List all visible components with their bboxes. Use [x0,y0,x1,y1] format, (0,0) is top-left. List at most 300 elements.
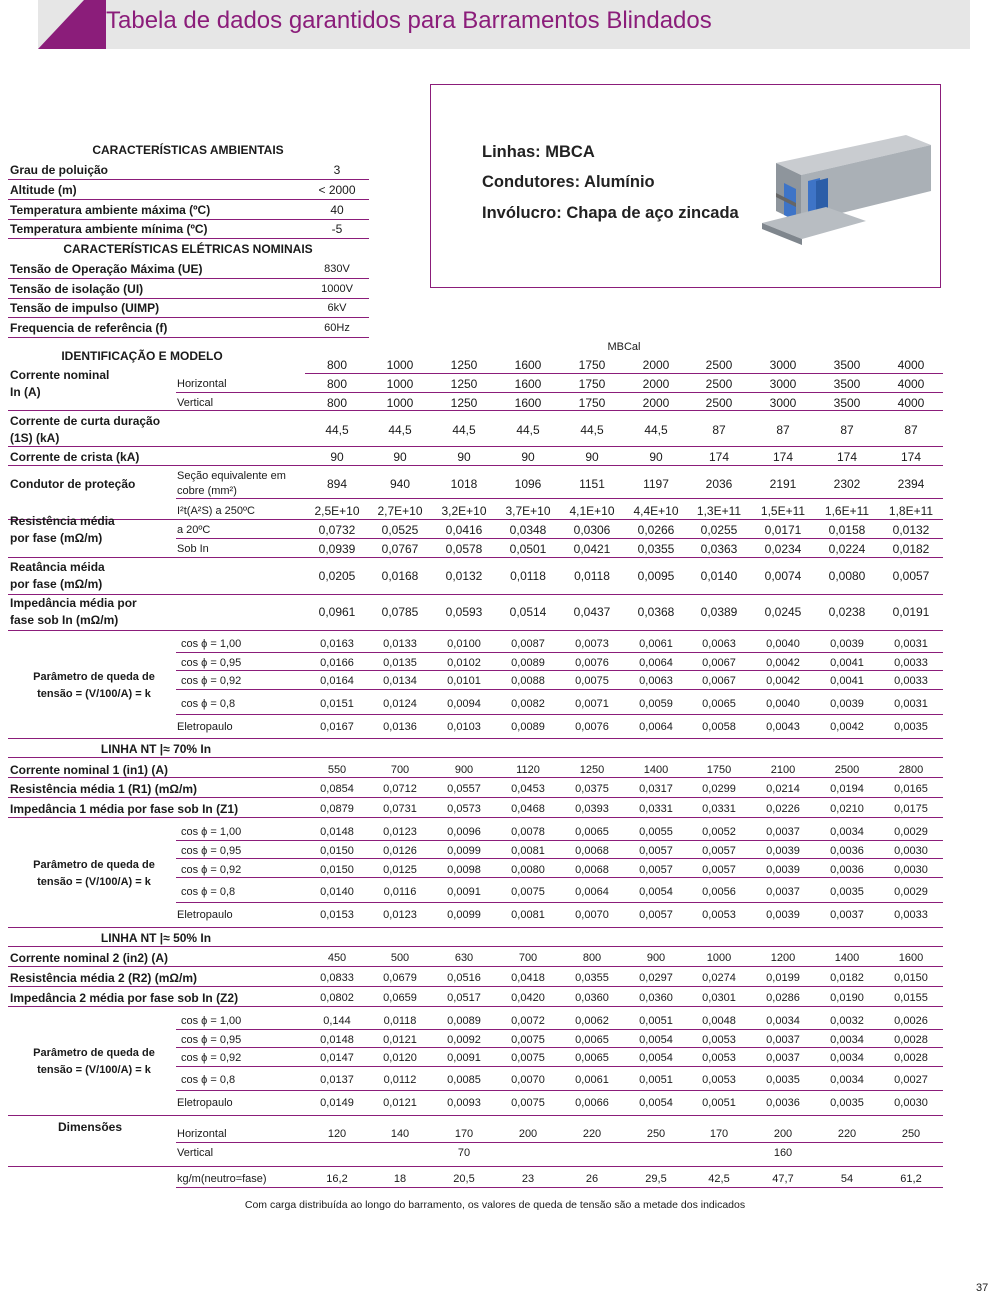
table-cell: 0,0043 [766,721,800,733]
table-cell: 0,0055 [639,826,673,838]
row-label-line2: fase sob In (mΩ/m) [10,613,119,627]
table-cell: 54 [840,1173,854,1185]
table-cell: 0,0093 [447,1097,481,1109]
row-rule [8,465,943,466]
table-cell: 0,0348 [509,523,547,537]
table-cell: 0,0123 [383,826,417,838]
row-rule [8,238,369,239]
row-sublabel: cos ϕ = 0,8 [181,1074,236,1086]
row-sublabel: cos ϕ = 0,95 [181,657,242,669]
table-cell: 0,0058 [702,721,736,733]
table-cell: 0,0057 [639,864,673,876]
table-cell: 0,0067 [702,675,736,687]
row-sublabel: cos ϕ = 0,95 [181,1034,242,1046]
table-cell: 0,0731 [383,803,417,815]
table-cell: 1750 [578,377,606,391]
table-cell: 0,0094 [447,698,481,710]
row-label-line2: In (A) [10,385,41,399]
row-label: Reatância méida [10,560,105,574]
row-label: Resistência média 2 (R2) (mΩ/m) [10,971,198,985]
table-cell: 0,0089 [511,657,545,669]
table-cell: 0,0785 [381,605,419,619]
electrical-row-label: Frequencia de referência (f) [10,321,168,335]
table-cell: 0,0035 [830,886,864,898]
row-sublabel: cos ϕ = 0,95 [181,845,242,857]
table-cell: 0,0051 [639,1015,673,1027]
table-cell: 0,0075 [575,675,609,687]
table-cell: 0,0134 [383,675,417,687]
table-cell: 44,5 [644,423,668,437]
model-column-header: 1750 [578,358,606,372]
row-sublabel: cos ϕ = 0,92 [181,1052,242,1064]
table-cell: 0,0081 [511,909,545,921]
row-sublabel: cos ϕ = 1,00 [181,826,242,838]
table-cell: 0,0065 [575,1034,609,1046]
table-cell: 0,0199 [766,972,800,984]
table-cell: 0,0112 [383,1074,417,1086]
table-cell: 0,0098 [447,864,481,876]
table-cell: 90 [521,450,535,464]
table-cell: 90 [330,450,344,464]
table-cell: 0,0140 [320,886,354,898]
table-cell: 0,0210 [830,803,864,815]
table-cell: 0,0041 [830,657,864,669]
row-rule [8,1006,943,1007]
table-cell: 174 [708,450,730,464]
table-cell: 70 [457,1147,471,1159]
table-cell: 0,0036 [830,845,864,857]
row-rule [8,966,943,967]
electrical-section-title: CARACTERÍSTICAS ELÉTRICAS NOMINAIS [63,242,313,256]
table-cell: 0,0360 [575,992,609,1004]
table-cell: 0,0168 [381,569,419,583]
row-sublabel: Vertical [177,1147,214,1159]
voltage-drop-group-label-line2: tensão = (V/100/A) = k [37,1064,151,1076]
row-sublabel: cos ϕ = 1,00 [181,638,242,650]
table-cell: 0,0037 [766,1034,800,1046]
table-cell: 29,5 [645,1173,667,1185]
table-cell: 2,5E+10 [314,504,360,518]
table-cell: 3,2E+10 [441,504,487,518]
row-label: Impedância 2 média por fase sob In (Z2) [10,991,239,1005]
row-rule [8,594,943,595]
row-rule [176,1047,943,1048]
table-cell: 0,0102 [447,657,481,669]
electrical-row-value: 1000V [321,283,353,295]
ambient-row-label: Temperatura ambiente máxima (ºC) [10,203,211,217]
table-cell: 0,0368 [637,605,675,619]
table-cell: 0,0306 [573,523,611,537]
row-sublabel: cos ϕ = 0,8 [181,886,236,898]
table-cell: 500 [390,952,410,964]
table-cell: 0,0057 [702,845,736,857]
table-cell: 0,0238 [828,605,866,619]
table-cell: 0,0501 [509,542,547,556]
table-cell: 0,0416 [445,523,483,537]
row-rule [8,337,369,338]
table-cell: 44,5 [325,423,349,437]
model-column-header: 3500 [833,358,861,372]
table-cell: 0,0095 [637,569,675,583]
identification-header: IDENTIFICAÇÃO E MODELO [61,349,223,363]
table-cell: 0,0089 [447,1015,481,1027]
model-column-header: 800 [326,358,348,372]
table-cell: 87 [904,423,918,437]
table-cell: 0,0048 [702,1015,736,1027]
table-cell: 0,0042 [766,657,800,669]
busbar-product-image [756,133,936,253]
row-rule [305,373,943,374]
section-nt50-title: LINHA NT |≈ 50% In [100,931,212,945]
ambient-row-value: 3 [333,163,341,177]
table-cell: 1120 [516,764,540,776]
table-cell: 0,0167 [320,721,354,733]
table-cell: 87 [776,423,790,437]
table-cell: 0,0034 [830,826,864,838]
table-cell: 0,0039 [830,638,864,650]
table-cell: 0,0421 [573,542,611,556]
table-cell: 0,0073 [575,638,609,650]
table-cell: 0,0100 [447,638,481,650]
table-cell: 0,0148 [320,826,354,838]
table-cell: 4,4E+10 [633,504,679,518]
table-cell: 3500 [833,377,861,391]
table-cell: 0,0068 [575,864,609,876]
row-rule [8,817,943,818]
table-cell: 0,0042 [766,675,800,687]
table-cell: 0,0072 [511,1015,545,1027]
table-cell: 0,0034 [830,1052,864,1064]
table-cell: 0,0030 [894,864,928,876]
table-cell: 900 [646,952,666,964]
table-cell: 0,0068 [575,845,609,857]
table-cell: 2500 [834,764,860,776]
row-label: Impedância 1 média por fase sob In (Z1) [10,802,239,816]
table-cell: 1000 [386,396,414,410]
table-cell: 0,0070 [575,909,609,921]
table-cell: 0,0039 [830,698,864,710]
table-cell: 0,0150 [320,864,354,876]
table-cell: 200 [518,1128,538,1140]
table-cell: 0,0034 [766,1015,800,1027]
table-cell: 90 [585,450,599,464]
row-rule [8,777,943,778]
table-cell: 0,0081 [511,845,545,857]
table-cell: 1000 [386,377,414,391]
table-cell: 20,5 [453,1173,475,1185]
table-cell: 2100 [770,764,796,776]
row-rule [8,927,943,928]
table-cell: 3500 [833,396,861,410]
product-line-label: Linhas: MBCA [482,143,595,161]
table-cell: 0,0033 [894,675,928,687]
model-column-header: 2000 [642,358,670,372]
table-cell: 220 [837,1128,857,1140]
table-cell: 0,0064 [639,657,673,669]
voltage-drop-group-label: Parâmetro de queda de [33,859,155,871]
table-cell: 0,0151 [320,698,354,710]
table-cell: 0,0123 [383,909,417,921]
table-cell: 0,0082 [511,698,545,710]
row-sublabel: Seção equivalente em [177,470,286,482]
row-sublabel: Eletropaulo [177,721,233,733]
row-sublabel: Sob In [177,543,209,555]
table-cell: 47,7 [772,1173,794,1185]
table-cell: 0,0132 [892,523,930,537]
table-cell: 700 [390,764,410,776]
table-cell: 0,0054 [639,886,673,898]
table-cell: 0,0148 [320,1034,354,1046]
footnote: Com carga distribuída ao longo do barramento, os valores de queda de tensão são a metade dos indicados [244,1199,746,1211]
table-cell: 2,7E+10 [377,504,423,518]
table-cell: 1600 [514,396,542,410]
table-cell: 0,0037 [830,909,864,921]
table-cell: 0,0299 [702,783,736,795]
table-cell: 2000 [642,377,670,391]
table-cell: 1600 [898,952,924,964]
row-rule [8,986,943,987]
table-cell: 0,0030 [894,845,928,857]
row-rule [8,219,369,220]
table-cell: 0,0234 [764,542,802,556]
ambient-row-label: Temperatura ambiente mínima (ºC) [10,222,208,236]
table-cell: 800 [326,377,348,391]
row-rule [176,392,943,393]
table-cell: 0,0065 [575,826,609,838]
table-cell: 0,144 [323,1015,351,1027]
table-cell: 0,0032 [830,1015,864,1027]
table-cell: 0,0070 [511,1074,545,1086]
table-cell: 0,0074 [764,569,802,583]
table-cell: 0,0375 [575,783,609,795]
table-cell: 0,0135 [383,657,417,669]
table-cell: 0,0039 [766,909,800,921]
table-cell: 0,0514 [509,605,547,619]
row-sublabel: cos ϕ = 0,92 [181,864,242,876]
row-rule [176,714,943,715]
table-cell: 44,5 [388,423,412,437]
model-column-header: 1250 [450,358,478,372]
row-rule [8,298,369,299]
table-cell: 0,0190 [830,992,864,1004]
table-cell: 0,0034 [830,1034,864,1046]
table-cell: 0,0053 [702,1074,736,1086]
table-cell: 16,2 [326,1173,348,1185]
table-cell: 0,0035 [830,1097,864,1109]
table-cell: 0,0099 [447,909,481,921]
table-cell: 2800 [898,764,924,776]
page-header [38,0,970,49]
table-cell: 700 [518,952,538,964]
electrical-row-value: 6kV [327,302,347,314]
table-cell: 0,0071 [575,698,609,710]
table-cell: 0,0065 [575,1052,609,1064]
section-nt70-title: LINHA NT |≈ 70% In [100,742,212,756]
electrical-row-label: Tensão de Operação Máxima (UE) [10,262,203,276]
table-cell: 0,0593 [445,605,483,619]
table-cell: 0,0085 [447,1074,481,1086]
model-column-header: 1000 [386,358,414,372]
table-cell: 250 [901,1128,921,1140]
electrical-row-value: 830V [324,263,350,275]
table-cell: 1,8E+11 [888,504,934,518]
table-cell: 0,0205 [318,569,356,583]
table-cell: 2036 [705,477,733,491]
voltage-drop-group-label-line2: tensão = (V/100/A) = k [37,876,151,888]
table-cell: 0,0029 [894,826,928,838]
table-cell: 894 [326,477,348,491]
table-cell: 160 [773,1147,793,1159]
table-cell: 0,0065 [702,698,736,710]
table-cell: 18 [393,1173,407,1185]
table-cell: 0,0437 [573,605,611,619]
table-cell: 0,0088 [511,675,545,687]
table-cell: 0,0355 [637,542,675,556]
page-title: Tabela de dados garantidos para Barramentos Blindados [106,7,712,34]
table-cell: 0,0057 [892,569,930,583]
table-cell: 0,0028 [894,1052,928,1064]
model-column-header: 1600 [514,358,542,372]
row-rule [8,410,943,411]
table-cell: 0,0191 [892,605,930,619]
table-cell: 0,0064 [639,721,673,733]
table-cell: 87 [840,423,854,437]
voltage-drop-group-label: Parâmetro de queda de [33,1047,155,1059]
table-cell: 220 [582,1128,602,1140]
table-cell: 0,0124 [383,698,417,710]
table-cell: 0,0266 [637,523,675,537]
table-cell: 0,0833 [320,972,354,984]
table-cell: 61,2 [900,1173,922,1185]
table-cell: 0,0163 [320,638,354,650]
row-label-line2: por fase (mΩ/m) [10,531,103,545]
table-cell: 0,0155 [894,992,928,1004]
table-cell: 0,0031 [894,698,928,710]
table-cell: 26 [585,1173,599,1185]
table-cell: 0,0939 [318,542,356,556]
table-cell: 0,0061 [639,638,673,650]
table-cell: 0,0393 [575,803,609,815]
table-cell: 0,0121 [383,1097,417,1109]
table-cell: 0,0087 [511,638,545,650]
table-cell: 0,0075 [511,1052,545,1064]
table-cell: 0,0118 [574,569,610,583]
table-cell: 0,0132 [445,569,483,583]
table-cell: 800 [326,396,348,410]
table-cell: 0,0136 [383,721,417,733]
row-rule [8,199,369,200]
table-cell: 0,0301 [702,992,736,1004]
table-cell: 1,3E+11 [696,504,742,518]
table-cell: 0,0101 [447,675,481,687]
table-cell: 0,0214 [766,783,800,795]
row-label: Corrente nominal 1 (in1) (A) [10,763,169,777]
table-cell: 800 [582,952,602,964]
table-cell: 0,0051 [639,1074,673,1086]
table-cell: 0,0164 [320,675,354,687]
table-cell: 0,0054 [639,1097,673,1109]
row-sublabel: Horizontal [177,1128,227,1140]
table-cell: 87 [712,423,726,437]
table-cell: 0,0036 [766,1097,800,1109]
row-rule [8,946,943,947]
table-cell: 0,0317 [639,783,673,795]
row-rule [8,1115,943,1116]
electrical-row-label: Tensão de impulso (UIMP) [10,301,160,315]
table-cell: 3000 [769,377,797,391]
ambient-row-value: -5 [331,222,343,236]
ambient-section-title: CARACTERÍSTICAS AMBIENTAIS [92,143,284,157]
table-cell: 0,0516 [447,972,481,984]
table-cell: 0,0297 [639,972,673,984]
table-cell: 0,0053 [702,1034,736,1046]
table-cell: 630 [454,952,474,964]
row-sublabel: cos ϕ = 0,92 [181,675,242,687]
table-cell: 0,0036 [830,864,864,876]
table-cell: 0,0057 [702,864,736,876]
row-sublabel: I²t(A²S) a 250ºC [177,505,255,517]
electrical-row-value: 60Hz [324,322,350,334]
table-cell: 0,0031 [894,638,928,650]
row-rule [8,519,943,520]
table-cell: 0,0557 [447,783,481,795]
table-cell: 120 [327,1128,347,1140]
model-column-header: 3000 [769,358,797,372]
table-cell: 0,0089 [511,721,545,733]
table-cell: 2000 [642,396,670,410]
table-cell: 0,0578 [445,542,483,556]
table-cell: 90 [393,450,407,464]
table-cell: 42,5 [708,1173,730,1185]
table-cell: 0,0224 [828,542,866,556]
table-cell: 0,0076 [575,721,609,733]
table-cell: 0,0030 [894,1097,928,1109]
table-cell: 0,0096 [447,826,481,838]
table-cell: 0,0355 [575,972,609,984]
row-rule [8,278,369,279]
table-cell: 2302 [833,477,861,491]
table-cell: 0,0171 [764,523,802,537]
table-cell: 0,0052 [702,826,736,838]
table-cell: 450 [327,952,347,964]
row-label: Resistência média [10,514,115,528]
table-cell: 140 [390,1128,410,1140]
table-cell: 23 [521,1173,535,1185]
table-cell: 0,0034 [830,1074,864,1086]
table-cell: 0,0194 [830,783,864,795]
row-rule [176,902,943,903]
table-cell: 4000 [897,377,925,391]
table-cell: 0,0120 [383,1052,417,1064]
table-cell: 1197 [643,477,669,491]
table-cell: 0,0037 [766,1052,800,1064]
row-rule [176,1187,943,1188]
model-column-header: 4000 [897,358,925,372]
ambient-row-value: 40 [330,203,344,217]
table-cell: 0,0453 [511,783,545,795]
table-cell: 0,0166 [320,657,354,669]
dimensions-label: Dimensões [57,1120,123,1134]
table-cell: 0,0091 [447,886,481,898]
table-cell: 0,0057 [639,909,673,921]
table-cell: 0,0051 [702,1097,736,1109]
table-cell: 0,0468 [511,803,545,815]
table-cell: 0,0175 [894,803,928,815]
table-cell: 0,0053 [702,909,736,921]
table-cell: 0,0066 [575,1097,609,1109]
table-cell: 0,0041 [830,675,864,687]
table-cell: 0,0854 [320,783,354,795]
